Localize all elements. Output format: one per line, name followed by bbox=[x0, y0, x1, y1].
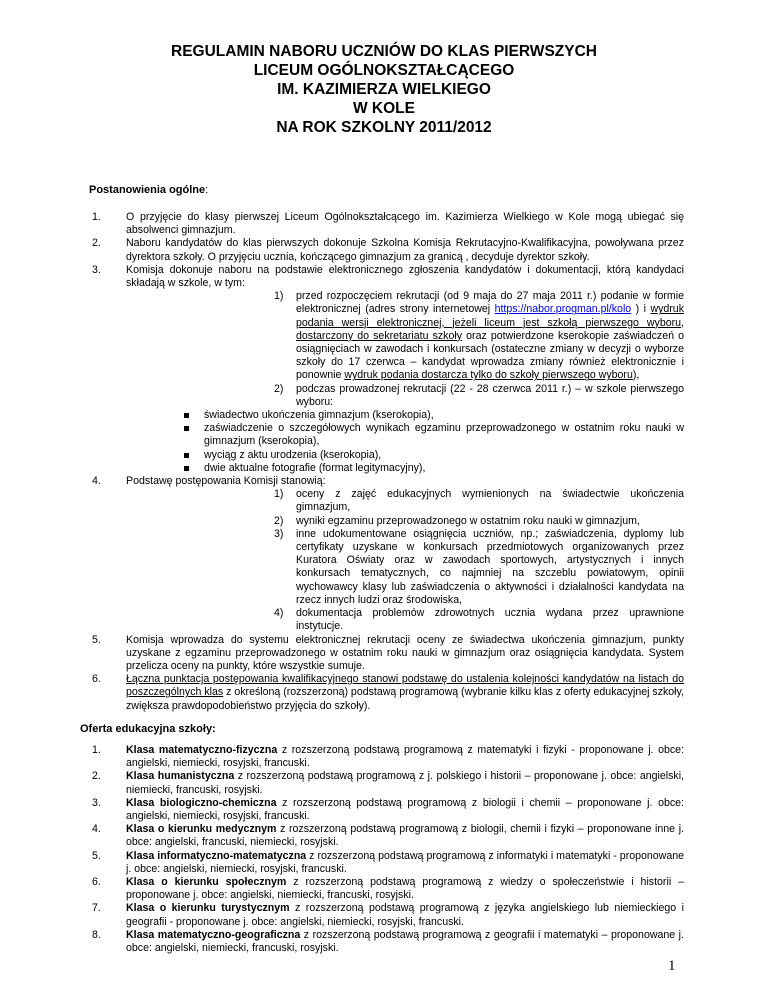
sub-item-text: ) i bbox=[631, 303, 651, 316]
sub-item-number: 2) bbox=[274, 382, 284, 395]
item-number: 2. bbox=[92, 770, 101, 783]
item-text: Naboru kandydatów do klas pierwszych dokonuje Szkolna Komisja Rekrutacyjno-Kwalifikacyjna, powoływana przez dyrektora szkoły. O przyjęciu ucznia, kończącego gimnazjum za granicą , decyduje dyrektor szkoły. bbox=[126, 237, 684, 263]
sub-item bbox=[92, 528, 684, 607]
sub-item-text: oraz potwierdzone kserokopie zaświadczeń o osiągnięciach w zawodach i konkursach (ostateczne zmiany w decyzji o wyborze szkoły do 17 czerwca – kandydat wprowadza zmiany również elektronicznie i ponownie bbox=[296, 329, 684, 382]
sub-item-text: ), bbox=[632, 369, 640, 382]
class-name: Klasa o kierunku turystycznym bbox=[126, 902, 290, 915]
class-name: Klasa matematyczno-geograficzna bbox=[126, 928, 301, 941]
item-number: 7. bbox=[92, 902, 101, 915]
item-text: z rozszerzoną podstawą programową z języka angielskiego lub niemieckiego i geografii - proponowane j. obce: angielski, niemiecki, rosyjski, francuski. bbox=[126, 902, 684, 928]
list-item bbox=[92, 475, 684, 488]
bullet-text: wyciąg z aktu urodzenia (kserokopia), bbox=[204, 448, 382, 461]
sub-item-number: 2) bbox=[274, 514, 284, 527]
item-number: 3. bbox=[92, 796, 101, 809]
list-item bbox=[92, 211, 684, 237]
bullet-item bbox=[92, 449, 684, 462]
offer-item bbox=[92, 823, 684, 849]
item-number: 6. bbox=[92, 673, 101, 686]
item-number: 3. bbox=[92, 263, 101, 276]
sub-item bbox=[92, 488, 684, 514]
item-text: z rozszerzoną podstawą programową z biologii i chemii – proponowane j. obce: angielski, niemiecki, rosyjski, francuski. bbox=[126, 796, 684, 823]
item-text: z rozszerzoną podstawą programową z wiedzy o społeczeństwie i historii – proponowane j. obce: angielski, niemiecki, francuski, rosyjski. bbox=[126, 876, 684, 902]
sub-item-text: dokumentacja problemów zdrowotnych ucznia wydana przez uprawnione instytucje. bbox=[296, 607, 684, 633]
document-title bbox=[0, 42, 768, 137]
item-text: z określoną (rozszerzoną) podstawą programową (wybranie kilku klas z oferty edukacyjnej szkoły, zwiększa prawdopodobieństwo przyjęcia do szkoły). bbox=[126, 686, 684, 712]
item-text: z rozszerzoną podstawą programową z biologii, chemii i fizyki – proponowane inne j. obce: angielski, francuski, niemiecki, rosyjski. bbox=[126, 823, 684, 849]
title-line: REGULAMIN NABORU UCZNIÓW DO KLAS PIERWSZYCH bbox=[171, 43, 597, 60]
sub-item-number: 1) bbox=[274, 290, 284, 303]
sub-item-text: wyniki egzaminu przeprowadzonego w ostatnim roku nauki w gimnazjum, bbox=[296, 514, 640, 527]
sub-item-text: inne udokumentowane osiągnięcia uczniów, np.; zaświadczenia, dyplomy lub certyfikaty uzyskane w konkursach przedmiotowych organizowanych przez Kuratora Oświaty oraz w zawodach sportowych, artystycznych i innych konkursach tematycznych, co najmniej na szczeblu powiatowym, opinii wychowawcy klasy lub zaświadczenia o aktywności i działalności kandydata na rzecz innych ludzi oraz środowiska, bbox=[296, 527, 684, 606]
sub-item-text: przed rozpoczęciem rekrutacji (od 9 maja do 27 maja 2011 r.) podanie w formie elektronicznej (adres strony internetowej bbox=[296, 290, 684, 316]
class-name: Klasa humanistyczna bbox=[126, 770, 235, 783]
sub-item bbox=[92, 515, 684, 528]
underlined-text: wydruk podania dostarcza tylko do szkoły pierwszego wyboru bbox=[344, 369, 633, 382]
class-name: Klasa biologiczno-chemiczna bbox=[126, 796, 277, 809]
bullet-item bbox=[92, 409, 684, 422]
item-number: 5. bbox=[92, 849, 101, 862]
title-line: NA ROK SZKOLNY 2011/2012 bbox=[276, 119, 492, 136]
title-line: W KOLE bbox=[353, 100, 415, 117]
page-number: 1 bbox=[668, 958, 676, 974]
list-item bbox=[92, 673, 684, 713]
square-bullet-icon bbox=[184, 466, 189, 471]
square-bullet-icon bbox=[184, 453, 189, 458]
offer-item bbox=[92, 850, 684, 876]
class-name: Klasa o kierunku społecznym bbox=[126, 876, 287, 889]
sub-item-number: 3) bbox=[274, 527, 284, 540]
list-item bbox=[92, 237, 684, 263]
offer-item bbox=[92, 797, 684, 823]
educational-offer-heading: Oferta edukacyjna szkoły: bbox=[80, 723, 216, 735]
item-number: 4. bbox=[92, 475, 101, 488]
heading-colon: : bbox=[205, 184, 209, 196]
item-number: 5. bbox=[92, 633, 101, 646]
item-text: Komisja dokonuje naboru na podstawie elektronicznego zgłoszenia kandydatów i dokumentacji, którą kandydaci składają w szkole, w tym: bbox=[126, 263, 684, 290]
item-text: z rozszerzoną podstawą programową z matematyki i fizyki - proponowane j. obce: angielski, niemiecki, rosyjski, francuski. bbox=[126, 744, 685, 770]
bullet-text: zaświadczenie o szczegółowych wynikach egzaminu przeprowadzonego w ostatnim roku nauki w gimnazjum (kserokopia), bbox=[204, 422, 684, 448]
title-line: IM. KAZIMIERZA WIELKIEGO bbox=[277, 81, 491, 98]
offer-item bbox=[92, 744, 684, 770]
underlined-text: wydruk podania wersji elektronicznej, jeżeli liceum jest szkołą pierwszego wyboru, dostarczony do sekretariatu szkoły bbox=[296, 303, 684, 342]
sub-item-text: oceny z zajęć edukacyjnych wymienionych na świadectwie ukończenia gimnazjum, bbox=[296, 488, 684, 514]
bullet-text: świadectwo ukończenia gimnazjum (kserokopia), bbox=[204, 409, 434, 422]
sub-item bbox=[92, 607, 684, 633]
sub-item bbox=[92, 383, 684, 409]
item-number: 2. bbox=[92, 237, 101, 250]
item-number: 6. bbox=[92, 876, 101, 889]
item-number: 4. bbox=[92, 823, 101, 836]
sub-item bbox=[92, 290, 684, 382]
class-name: Klasa o kierunku medycznym bbox=[126, 823, 277, 836]
bullet-item bbox=[92, 462, 684, 475]
sub-item-number: 1) bbox=[274, 488, 284, 501]
general-provisions-list bbox=[92, 211, 684, 713]
item-number: 8. bbox=[92, 928, 101, 941]
class-name: Klasa matematyczno-fizyczna bbox=[126, 744, 278, 756]
item-text: Komisja wprowadza do systemu elektronicznej rekrutacji oceny ze świadectwa ukończenia gimnazjum, punkty uzyskane z egzaminu przeprowadzonego w ostatnim roku nauki w gimnazjum oraz osiągnięcia kandydata. System przelicza oceny na punkty, które wszystkie sumuje. bbox=[126, 633, 684, 672]
item-text: z rozszerzoną podstawą programową z informatyki i matematyki - proponowane j. obce: angielski, niemiecki, rosyjski, francuski. bbox=[126, 849, 685, 875]
offer-item bbox=[92, 902, 684, 928]
sub-item-text: podczas prowadzonej rekrutacji (22 - 28 czerwca 2011 r.) – w szkole pierwszego wyboru: bbox=[296, 382, 684, 408]
item-text: z rozszerzoną podstawą programową z j. polskiego i historii – proponowane j. obce: angielski, niemiecki, francuski, rosyjski. bbox=[126, 770, 684, 796]
list-item bbox=[92, 264, 684, 290]
item-text: O przyjęcie do klasy pierwszej Liceum Ogólnokształcącego im. Kazimierza Wielkiego w Kole mogą ubiegać się absolwenci gimnazjum. bbox=[126, 211, 684, 237]
bullet-text: dwie aktualne fotografie (format legitymacyjny), bbox=[204, 461, 426, 474]
offer-item bbox=[92, 770, 684, 796]
educational-offer-list bbox=[92, 744, 684, 955]
square-bullet-icon bbox=[184, 426, 189, 431]
underlined-text: Łączna punktacja postępowania kwalifikacyjnego stanowi podstawę do ustalenia kolejności kandydatów na listach do poszczególnych klas bbox=[126, 673, 684, 699]
item-text: Podstawę postępowania Komisji stanowią: bbox=[126, 475, 326, 488]
item-text: z rozszerzoną podstawą programową z geografii i matematyki – proponowane j. obce: angielski, niemiecki, francuski, rosyjski. bbox=[126, 928, 684, 955]
title-line: LICEUM OGÓLNOKSZTAŁCĄCEGO bbox=[253, 62, 515, 79]
bullet-item bbox=[92, 422, 684, 448]
offer-item bbox=[92, 929, 684, 955]
offer-item bbox=[92, 876, 684, 902]
sub-item-number: 4) bbox=[274, 607, 284, 620]
item-number: 1. bbox=[92, 744, 101, 756]
square-bullet-icon bbox=[184, 413, 189, 418]
item-number: 1. bbox=[92, 211, 101, 223]
general-provisions-heading bbox=[89, 184, 208, 197]
heading-text: Postanowienia ogólne bbox=[89, 184, 206, 196]
class-name: Klasa informatyczno-matematyczna bbox=[126, 849, 307, 862]
list-item bbox=[92, 634, 684, 674]
nabor-link[interactable]: https://nabor.progman.pl/kolo bbox=[494, 303, 632, 316]
